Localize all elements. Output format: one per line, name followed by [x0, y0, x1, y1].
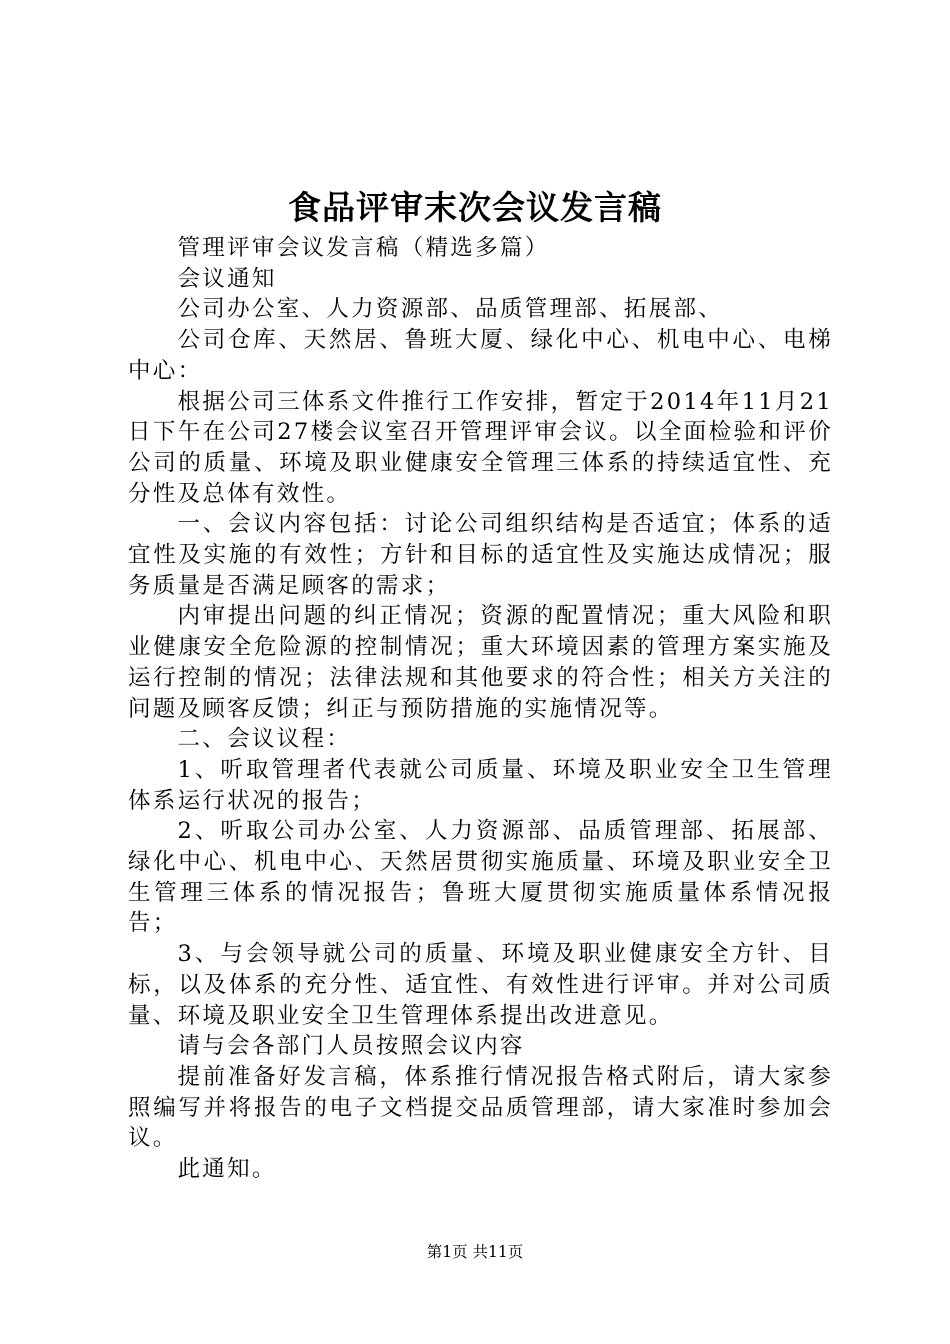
- paragraph: 请与会各部门人员按照会议内容: [177, 1033, 525, 1060]
- paragraph: 内审提出问题的纠正情况；资源的配置情况；重大风险和职业健康安全危险源的控制情况；重大环境因素的管理方案实施及运行控制的情况；法律法规和其他要求的符合性；相关方关注的问题及顾客反馈；纠正与预防措施的实施情况等。: [128, 603, 833, 722]
- page-footer: 第1页 共11页: [426, 1243, 524, 1261]
- paragraph: 公司办公室、人力资源部、品质管理部、拓展部、: [177, 296, 724, 323]
- document-title: 食品评审末次会议发言稿: [288, 188, 662, 227]
- paragraph: 一、会议内容包括：讨论公司组织结构是否适宜；体系的适宜性及实施的有效性；方针和目标的适宜性及实施达成情况；服务质量是否满足顾客的需求；: [128, 511, 833, 599]
- paragraph: 此通知。: [177, 1156, 277, 1183]
- paragraph: 公司仓库、天然居、鲁班大厦、绿化中心、机电中心、电梯中心：: [128, 327, 833, 384]
- paragraph: 管理评审会议发言稿（精选多篇）: [177, 235, 550, 261]
- paragraph: 3、与会领导就公司的质量、环境及职业健康安全方针、目标，以及体系的充分性、适宜性、有效性进行评审。并对公司质量、环境及职业安全卫生管理体系提出改进意见。: [128, 941, 833, 1029]
- paragraph: 提前准备好发言稿，体系推行情况报告格式附后，请大家参照编写并将报告的电子文档提交品质管理部，请大家准时参加会议。: [128, 1063, 833, 1152]
- paragraph: 2、听取公司办公室、人力资源部、品质管理部、拓展部、绿化中心、机电中心、天然居贯彻实施质量、环境及职业安全卫生管理三体系的情况报告；鲁班大厦贯彻实施质量体系情况报告；: [128, 818, 833, 937]
- paragraph: 根据公司三体系文件推行工作安排，暂定于2014年11月21日下午在公司27楼会议室召开管理评审会议。以全面检验和评价公司的质量、环境及职业健康安全管理三体系的持续适宜性、充分性及总体有效性。: [128, 388, 833, 507]
- paragraph: 1、听取管理者代表就公司质量、环境及职业安全卫生管理体系运行状况的报告；: [128, 756, 833, 814]
- paragraph: 会议通知: [177, 265, 277, 292]
- paragraph: 二、会议议程：: [177, 726, 352, 753]
- document-body: [128, 233, 833, 1185]
